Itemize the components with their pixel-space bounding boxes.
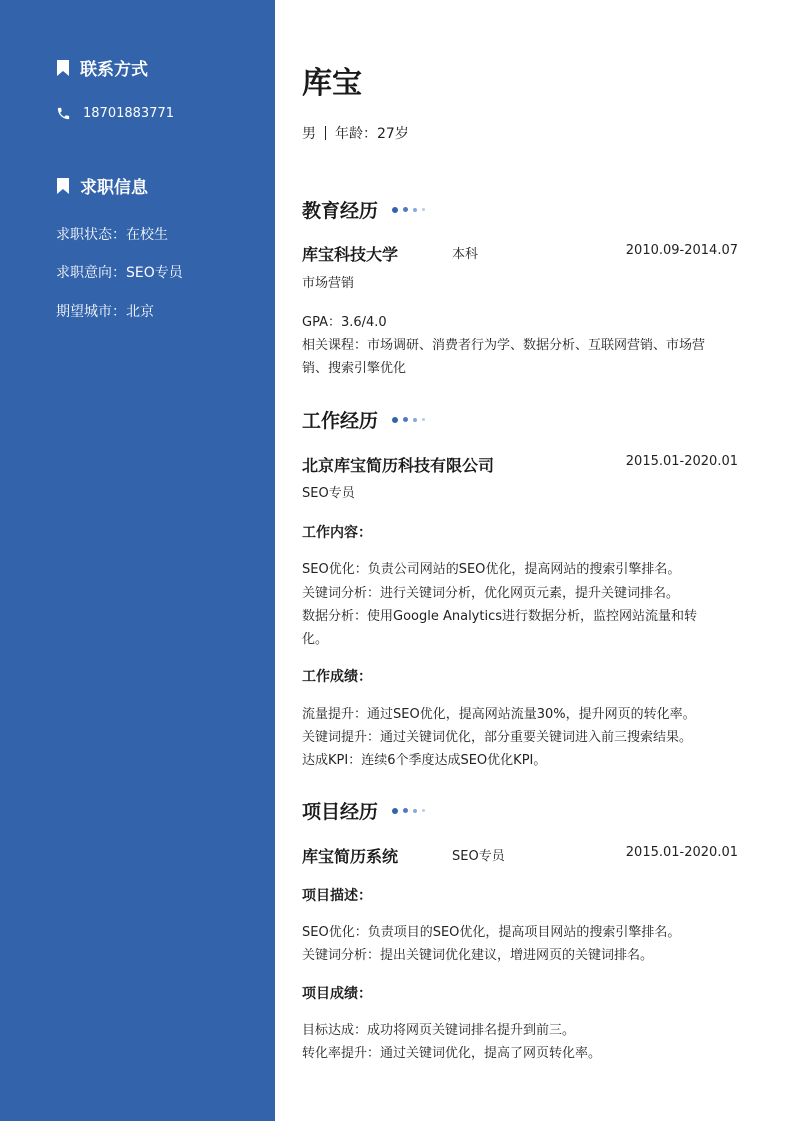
courses-line: 相关课程：市场调研、消费者行为学、数据分析、互联网营销、市场营 xyxy=(302,338,706,353)
school-name: 库宝科技大学 xyxy=(302,245,399,264)
education-section-title: 教育经历 xyxy=(302,196,430,223)
work-content-title: 工作内容： xyxy=(302,525,372,541)
gpa: GPA：3.6/4.0 xyxy=(302,315,387,330)
project-result-line: 目标达成：成功将网页关键词排名提升到前三。 xyxy=(302,1023,576,1038)
age: 年龄：27岁 xyxy=(335,126,409,142)
bookmark-icon xyxy=(56,60,70,76)
dots-decoration xyxy=(392,207,430,213)
sidebar xyxy=(0,0,275,1121)
work-achievement-title: 工作成绩： xyxy=(302,669,372,685)
project-result-line: 转化率提升：通过关键词优化，提高了网页转化率。 xyxy=(302,1046,602,1061)
work-content-line: 化。 xyxy=(302,632,329,647)
major: 市场营销 xyxy=(302,276,355,291)
work-achievement-line: 流量提升：通过SEO优化，提高网站流量30%，提升网页的转化率。 xyxy=(302,707,696,722)
degree: 本科 xyxy=(452,247,479,262)
project-result-title: 项目成绩： xyxy=(302,986,372,1002)
work-content-line: 数据分析：使用Google Analytics进行数据分析，监控网站流量和转 xyxy=(302,609,698,624)
work-achievement-line: 关键词提升：通过关键词优化，部分重要关键词进入前三搜索结果。 xyxy=(302,730,693,745)
work-content-line: SEO优化：负责公司网站的SEO优化，提高网站的搜索引擎排名。 xyxy=(302,562,681,577)
phone-number: 18701883771 xyxy=(83,106,174,121)
company-name: 北京库宝简历科技有限公司 xyxy=(302,456,495,475)
dots-decoration xyxy=(392,808,430,814)
work-section-title: 工作经历 xyxy=(302,406,430,433)
project-role: SEO专员 xyxy=(452,849,505,864)
project-name: 库宝简历系统 xyxy=(302,847,399,866)
job-intent: 求职意向：SEO专员 xyxy=(56,265,183,281)
courses-line: 销、搜索引擎优化 xyxy=(302,361,407,376)
main-content xyxy=(302,0,738,1121)
project-desc-title: 项目描述： xyxy=(302,888,372,904)
work-position: SEO专员 xyxy=(302,486,355,501)
phone-row xyxy=(56,106,174,121)
job-info-section-title: 求职信息 xyxy=(56,173,148,198)
work-content-line: 关键词分析：进行关键词分析，优化网页元素，提升关键词排名。 xyxy=(302,586,680,601)
divider xyxy=(325,126,326,140)
project-desc-line: 关键词分析：提出关键词优化建议，增进网页的关键词排名。 xyxy=(302,948,654,963)
job-status: 求职状态：在校生 xyxy=(56,227,168,243)
contact-section-title: 联系方式 xyxy=(56,55,148,80)
education-date: 2010.09-2014.07 xyxy=(625,243,738,258)
work-date: 2015.01-2020.01 xyxy=(625,454,738,469)
phone-icon xyxy=(56,106,71,121)
candidate-name: 库宝 xyxy=(302,66,362,101)
project-desc-line: SEO优化：负责项目的SEO优化，提高项目网站的搜索引擎排名。 xyxy=(302,925,681,940)
project-section-title: 项目经历 xyxy=(302,797,430,824)
dots-decoration xyxy=(392,417,430,423)
project-date: 2015.01-2020.01 xyxy=(625,845,738,860)
basic-info xyxy=(302,123,409,143)
gender: 男 xyxy=(302,126,316,142)
bookmark-icon xyxy=(56,178,70,194)
work-achievement-line: 达成KPI：连续6个季度达成SEO优化KPI。 xyxy=(302,753,547,768)
expected-city: 期望城市：北京 xyxy=(56,304,154,320)
